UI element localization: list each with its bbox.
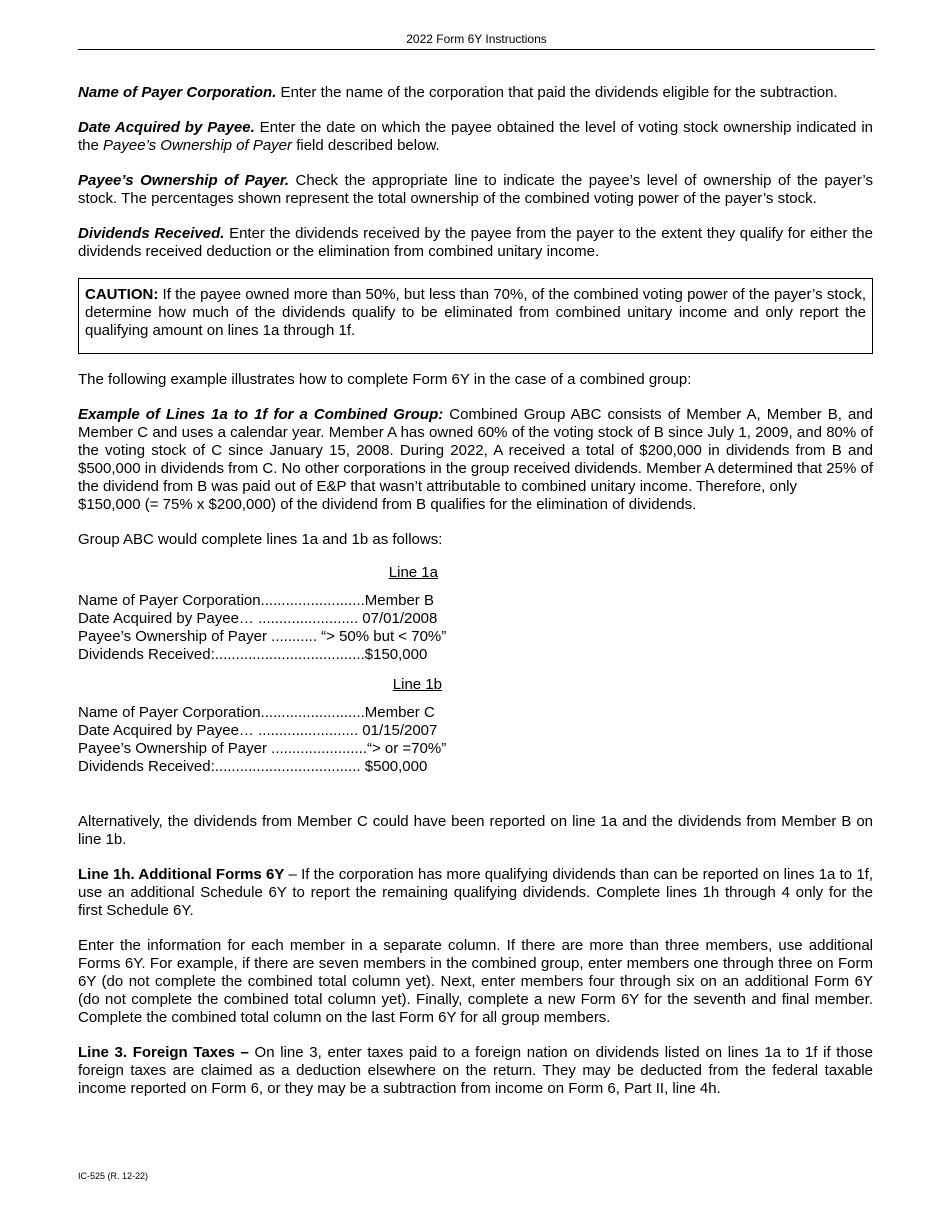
paragraph-payee-ownership: Payee’s Ownership of Payer. Check the appropriate line to indicate the payee’s level of ownership of the payer’s stock. The percentages shown represent the total ownership of the combined voting power of the payer’s stock. [78,172,873,207]
footer-form-id: IC-525 (R. 12-22) [78,1171,149,1181]
paragraph-alternatively: Alternatively, the dividends from Member C could have been reported on line 1a and the dividends from Member B on line 1b. [78,813,873,848]
document-body [78,84,873,1098]
line-1b-row-ownership: Payee’s Ownership of Payer .......................“> or =70%” [78,740,447,757]
page-header [78,32,875,50]
caution-box [78,278,873,354]
line-1b-rows [78,704,456,776]
line-1b-row-name: Name of Payer Corporation.........................Member C [78,704,435,721]
paragraph-dividends-received: Dividends Received. Enter the dividends received by the payee from the payer to the extent they qualify for either the dividends received deduction or the elimination from combined unitary income. [78,225,873,260]
paragraph-date-acquired: Date Acquired by Payee. Enter the date on which the payee obtained the level of voting stock ownership indicated in the Payee’s Ownership of Payer field described below. [78,119,873,154]
heading-line-1h: Line 1h. Additional Forms 6Y [78,866,285,883]
header-title: 2022 Form 6Y Instructions [406,32,547,46]
line-1a-row-dividends: Dividends Received:....................................$150,000 [78,646,428,663]
line-1b-row-dividends: Dividends Received:................................... $500,000 [78,758,428,775]
paragraph-example-continued: $150,000 (= 75% x $200,000) of the dividend from B qualifies for the elimination of dividends. [78,496,697,513]
heading-payee-ownership: Payee’s Ownership of Payer. [78,172,290,189]
heading-line-3: Line 3. Foreign Taxes – [78,1044,249,1061]
paragraph-line-3: Line 3. Foreign Taxes – On line 3, enter taxes paid to a foreign nation on dividends listed on lines 1a to 1f if those foreign taxes are claimed as a deduction elsewhere on the return. They may be deducted from the federal taxable income reported on Form 6, or they may be a subtraction from income on Form 6, Part II, line 4h. [78,1044,873,1097]
line-1b-heading: Line 1b [392,676,442,693]
line-1a-rows [78,592,456,664]
paragraph-group-intro: Group ABC would complete lines 1a and 1b as follows: [78,531,443,548]
line-1b-row-date: Date Acquired by Payee… ........................ 01/15/2007 [78,722,438,739]
heading-example: Example of Lines 1a to 1f for a Combined Group: [78,406,444,423]
line-1a-row-ownership: Payee’s Ownership of Payer ........... “> 50% but < 70%” [78,628,447,645]
caution-label: CAUTION: [85,286,159,303]
heading-date-acquired: Date Acquired by Payee. [78,119,255,136]
line-1a-example [78,564,456,664]
line-1b-example [78,676,456,776]
line-1a-row-date: Date Acquired by Payee… ........................ 07/01/2008 [78,610,438,627]
line-1a-heading: Line 1a [388,564,438,581]
heading-dividends-received: Dividends Received. [78,225,225,242]
paragraph-enter-info: Enter the information for each member in a separate column. If there are more than three members, use additional Forms 6Y. For example, if there are seven members in the combined group, enter members one through three on Form 6Y (do not complete the combined total column yet). Next, enter members four through six on an additional Form 6Y (do not complete the combined total column yet). Finally, complete a new Form 6Y for the seventh and final member. Complete the combined total column on the last Form 6Y for all group members. [78,937,873,1026]
paragraph-name-of-payer: Name of Payer Corporation. Enter the name of the corporation that paid the dividends eligible for the subtraction. [78,84,838,101]
paragraph-line-1h: Line 1h. Additional Forms 6Y – If the corporation has more qualifying dividends than can be reported on lines 1a to 1f, use an additional Schedule 6Y to report the remaining qualifying dividends. Complete lines 1h through 4 only for the first Schedule 6Y. [78,866,873,919]
line-1a-row-name: Name of Payer Corporation.........................Member B [78,592,434,609]
paragraph-example-intro: The following example illustrates how to complete Form 6Y in the case of a combined group: [78,371,692,388]
heading-name-of-payer: Name of Payer Corporation. [78,84,277,101]
paragraph-example: Example of Lines 1a to 1f for a Combined Group: Combined Group ABC consists of Member A, Member B, and Member C and uses a calendar year. Member A has owned 60% of the voting stock of B since July 1, 2009, and 80% of the voting stock of C since January 15, 2008. During 2022, A received a total of $200,000 in dividends from B and $500,000 in dividends from C. No other corporations in the group received dividends. Member A determined that 25% of the dividend from B was paid out of E&P that wasn’t attributable to combined unitary income. Therefore, only [78,406,873,495]
caution-text: CAUTION: If the payee owned more than 50%, but less than 70%, of the combined voting power of the payer’s stock, determine how much of the dividends qualify to be eliminated from combined unitary income and only report the qualifying amount on lines 1a through 1f. [85,286,866,339]
page-footer [78,1171,148,1181]
